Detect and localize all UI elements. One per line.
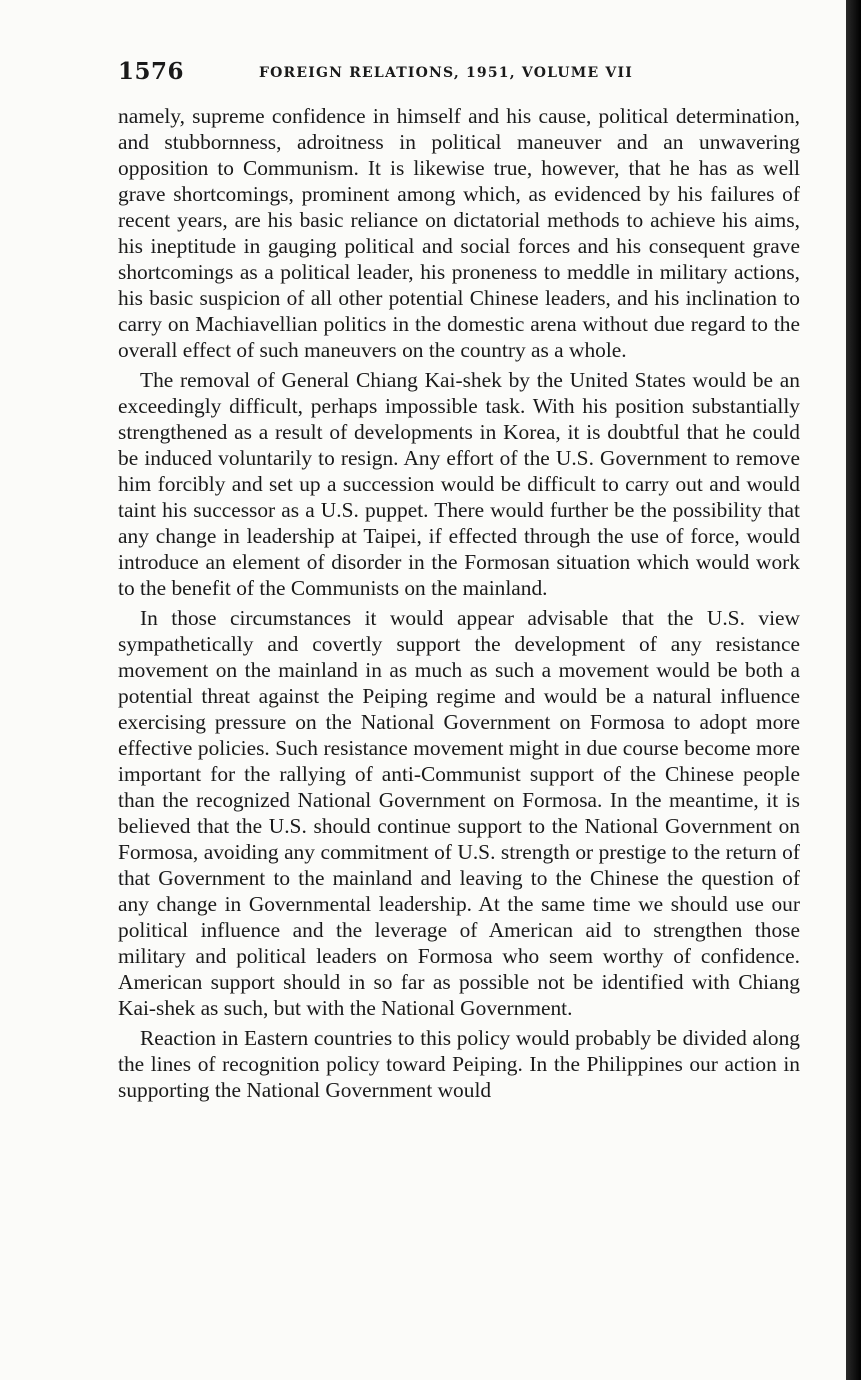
page-number: 1576 [118, 58, 185, 85]
running-title: FOREIGN RELATIONS, 1951, VOLUME VII [259, 65, 633, 81]
paragraph: In those circumstances it would appear advisable that the U.S. view sympathetically and covertly support the development of any resistance movement on the mainland in as much as such a movement would be both a potential threat against the Peiping regime and would be a natural influence exercising pressure on the National Government on Formosa to adopt more effective policies. Such resistance movement might in due course become more important for the rallying of anti-Communist support of the Chinese people than the recognized National Government on Formosa. In the meantime, it is believed that the U.S. should continue support to the National Government on Formosa, avoiding any commitment of U.S. strength or prestige to the return of that Government to the mainland and leaving to the Chinese the question of any change in Governmental leadership. At the same time we should use our political influence and the leverage of American aid to strengthen those military and political leaders on Formosa who seem worthy of confidence. American support should in so far as possible not be identified with Chiang Kai-shek as such, but with the National Government. [118, 606, 800, 1020]
paragraph: Reaction in Eastern countries to this policy would probably be divided along the lines of recognition policy toward Peiping. In the Philippines our action in supporting the National Government would [118, 1026, 800, 1102]
body-text [118, 103, 800, 1103]
paragraph: namely, supreme confidence in himself and his cause, political determination, and stubbornness, adroitness in political maneuver and an unwavering opposition to Communism. It is likewise true, however, that he has as well grave shortcomings, prominent among which, as evidenced by his failures of recent years, are his basic reliance on dictatorial methods to achieve his aims, his ineptitude in gauging political and social forces and his consequent grave shortcomings as a political leader, his proneness to meddle in military actions, his basic suspicion of all other potential Chinese leaders, and his inclination to carry on Machiavellian politics in the domestic arena without due regard to the overall effect of such maneuvers on the country as a whole. [118, 104, 800, 362]
page-header [118, 58, 798, 90]
paragraph: The removal of General Chiang Kai-shek by the United States would be an exceedingly difficult, perhaps impossible task. With his position substantially strengthened as a result of developments in Korea, it is doubtful that he could be induced voluntarily to resign. Any effort of the U.S. Government to remove him forcibly and set up a succession would be difficult to carry out and would taint his successor as a U.S. puppet. There would further be the possibility that any change in leadership at Taipei, if effected through the use of force, would introduce an element of disorder in the Formosan situation which would work to the benefit of the Communists on the mainland. [118, 368, 800, 600]
scan-edge [846, 0, 861, 1380]
